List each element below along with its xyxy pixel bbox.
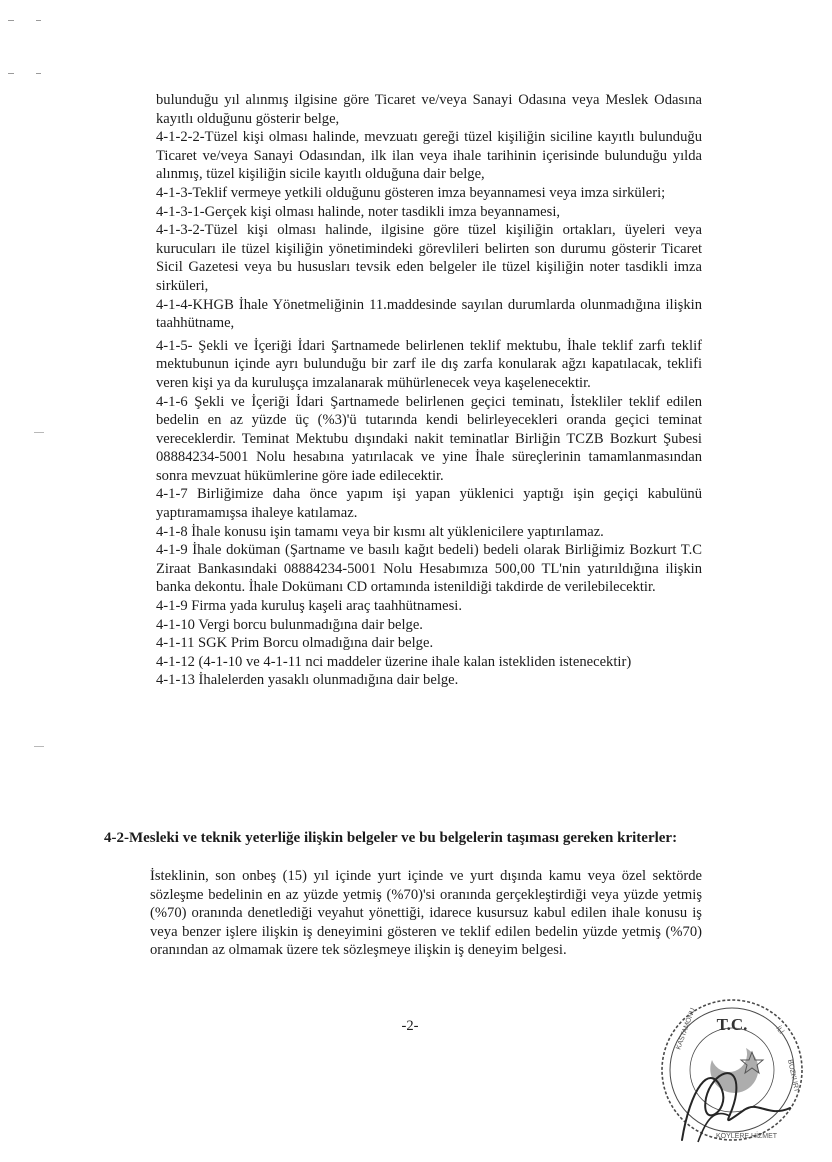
- svg-text:BOZKURT: BOZKURT: [786, 1058, 800, 1094]
- item-4-1-3: 4-1-3-Teklif vermeye yetkili olduğunu gösteren imza beyannamesi veya imza sirküleri;: [156, 184, 666, 201]
- item-4-1-3-2: 4-1-3-2-Tüzel kişi olması halinde, ilgisine göre tüzel kişiliğin ortakları, üyeleri veya kurucuları ile tüzel kişiliğin yönetimindeki görevlileri belirten son durumu gösterir Ticaret Sicil Gazetesi veya bu hususları tevsik eden belgeler ile tüzel kişiliğin noter tasdikli imza sirküleri,: [156, 222, 702, 294]
- section-heading-4-2: 4-2-Mesleki ve teknik yeterliğe ilişkin belgeler ve bu belgelerin taşıması gereken kriterler:: [104, 830, 678, 846]
- item-4-1-10: 4-1-10 Vergi borcu bulunmadığına dair belge.: [156, 616, 423, 633]
- page-number: -2-: [401, 1018, 419, 1034]
- svg-text:KASTAMONU: KASTAMONU: [675, 1007, 697, 1051]
- item-4-1-13: 4-1-13 İhalelerden yasaklı olunmadığına dair belge.: [156, 672, 459, 689]
- official-stamp: [640, 990, 820, 1160]
- item-4-1-7: 4-1-7 Birliğimize daha önce yapım işi yapan yüklenici yaptığı işin geçiçi kabulünü yaptıramamışsa ihaleye katılamaz.: [156, 486, 702, 522]
- paragraph-continuation: bulunduğu yıl alınmış ilgisine göre Ticaret ve/veya Sanayi Odasına veya Meslek Odasına kayıtlı olduğunu gösterir belge,: [156, 92, 702, 127]
- item-4-1-3-1: 4-1-3-1-Gerçek kişi olması halinde, noter tasdikli imza beyannamesi,: [156, 203, 561, 220]
- item-4-1-6: 4-1-6 Şekli ve İçeriği İdari Şartnamede belirlenen geçici teminatı, İstekliler teklif edilen bedelin en az yüzde üç (%3)'ü tutarında kendi belirleyecekleri oranda geçici teminat vereceklerdir. Teminat Mektubu dışındaki nakit teminatlar Birliğin TCZB Bozkurt Şubesi 08884234-5001 Nolu hesabına yatırılacak ve yine İhale süreçlerinin tamamlanmasından sonra mevzuat hükümlerine göre iade edilecektir.: [156, 393, 702, 484]
- item-4-1-9-bank: 4-1-9 İhale doküman (Şartname ve basılı kağıt bedeli) bedeli olarak Birliğimiz Bozkurt T.C Ziraat Bankasındaki 08884234-5001 Nolu Hesabımıza 500,00 TL'nin yatırıldığına ilişkin banka dekontu. İhale Dokümanı CD ortamında istenildiği takdirde de verilebilecektir.: [156, 542, 702, 596]
- item-4-1-5: 4-1-5- Şekli ve İçeriği İdari Şartnamede belirlenen teklif mektubu, İhale teklif zarfı teklif mektubunun içinde ayrı bulunduğu bir zarf ile dış zarfa konularak ağzı kapatılacak, teklifi veren kişi ya da kuruluşça imzalanarak mühürlenecek veya kaşelenecektir.: [156, 337, 702, 391]
- signature-scribble: [682, 1073, 790, 1140]
- item-4-1-11: 4-1-11 SGK Prim Borcu olmadığına dair belge.: [156, 635, 434, 652]
- item-4-1-12: 4-1-12 (4-1-10 ve 4-1-11 nci maddeler üzerine ihale kalan istekliden istenecektir): [156, 653, 632, 670]
- document-body: [156, 91, 702, 690]
- item-4-1-9-vehicle: 4-1-9 Firma yada kuruluş kaşeli araç taahhütnamesi.: [156, 598, 462, 615]
- item-4-1-4: 4-1-4-KHGB İhale Yönetmeliğinin 11.maddesinde sayılan durumlarda olunmadığına ilişkin taahhütname,: [156, 296, 702, 332]
- svg-text:İLİ: İLİ: [774, 1025, 785, 1036]
- section-4-2-text: İsteklinin, son onbeş (15) yıl içinde yurt içinde ve yurt dışında kamu veya özel sektörde sözleşme bedelinin en az yüzde yetmiş (%70)'si oranında gerçekleştirdiği veya yüzde yetmiş (%70) oranında denetlediği veyahut yönettiği, idarece kusursuz kabul edilen ihale konusu iş veya benzer işlere ilişkin iş deneyimini gösteren ve teklif edilen bedelin yüzde yetmiş (%70) oranından az olmamak üzere tek sözleşmeye ilişkin iş deneyim belgesi.: [150, 868, 702, 959]
- item-4-1-8: 4-1-8 İhale konusu işin tamamı veya bir kısmı alt yüklenicilere yaptırılamaz.: [156, 523, 604, 540]
- stamp-center-text: T.C.: [716, 1015, 748, 1034]
- svg-text:KÖYLERE HİZMET: KÖYLERE HİZMET: [716, 1133, 778, 1140]
- item-4-1-2-2: 4-1-2-2-Tüzel kişi olması halinde, mevzuatı gereği tüzel kişiliğin siciline kayıtlı bulunduğu Ticaret ve/veya Sanayi Odasından, ilk ilan veya ihale tarihinin içerisinde bulunduğu yılda alınmış, tüzel kişiliğin sicile kayıtlı olduğuna dair belge,: [156, 129, 702, 183]
